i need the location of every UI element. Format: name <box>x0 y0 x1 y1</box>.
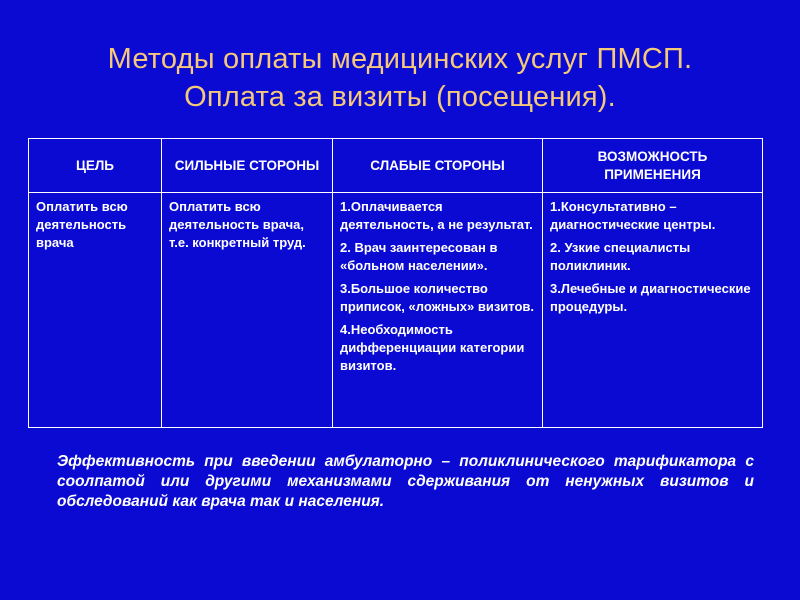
cell-applicability <box>543 193 763 428</box>
table-row <box>29 193 763 428</box>
goal-text: Оплатить всю деятельность врача <box>36 199 128 250</box>
strengths-text: Оплатить всю деятельность врача, т.е. конкретный труд. <box>169 199 306 250</box>
cell-strengths <box>162 193 333 428</box>
table-header-row <box>29 139 763 193</box>
applicability-item: 2. Узкие специалисты поликлиник. <box>550 240 691 273</box>
title-line-1: Методы оплаты медицинских услуг ПМСП. <box>107 43 693 75</box>
header-weaknesses: СЛАБЫЕ СТОРОНЫ <box>333 139 543 193</box>
weakness-item: 4.Необходимость дифференциации категории визитов. <box>340 322 525 373</box>
title-line-2: Оплата за визиты (посещения). <box>184 81 616 113</box>
weakness-item: 1.Оплачивается деятельность, а не результат. <box>340 199 533 232</box>
payment-methods-table <box>28 138 763 428</box>
weakness-item: 2. Врач заинтересован в «больном населении». <box>340 240 498 273</box>
effectiveness-note: Эффективность при введении амбулаторно – поликлинического тарификатора с соолпатой или другими механизмами сдерживания от ненужных визитов и обследований как врача так и населения. <box>57 453 754 510</box>
header-strengths: СИЛЬНЫЕ СТОРОНЫ <box>162 139 333 193</box>
cell-goal <box>29 193 162 428</box>
header-goal: ЦЕЛЬ <box>29 139 162 193</box>
cell-weaknesses <box>333 193 543 428</box>
weakness-item: 3.Большое количество приписок, «ложных» визитов. <box>340 281 535 314</box>
header-applicability: ВОЗМОЖНОСТЬ ПРИМЕНЕНИЯ <box>543 139 763 193</box>
applicability-item: 1.Консультативно – диагностические центры. <box>550 199 716 232</box>
slide-title <box>40 40 760 116</box>
applicability-item: 3.Лечебные и диагностические процедуры. <box>550 281 751 314</box>
